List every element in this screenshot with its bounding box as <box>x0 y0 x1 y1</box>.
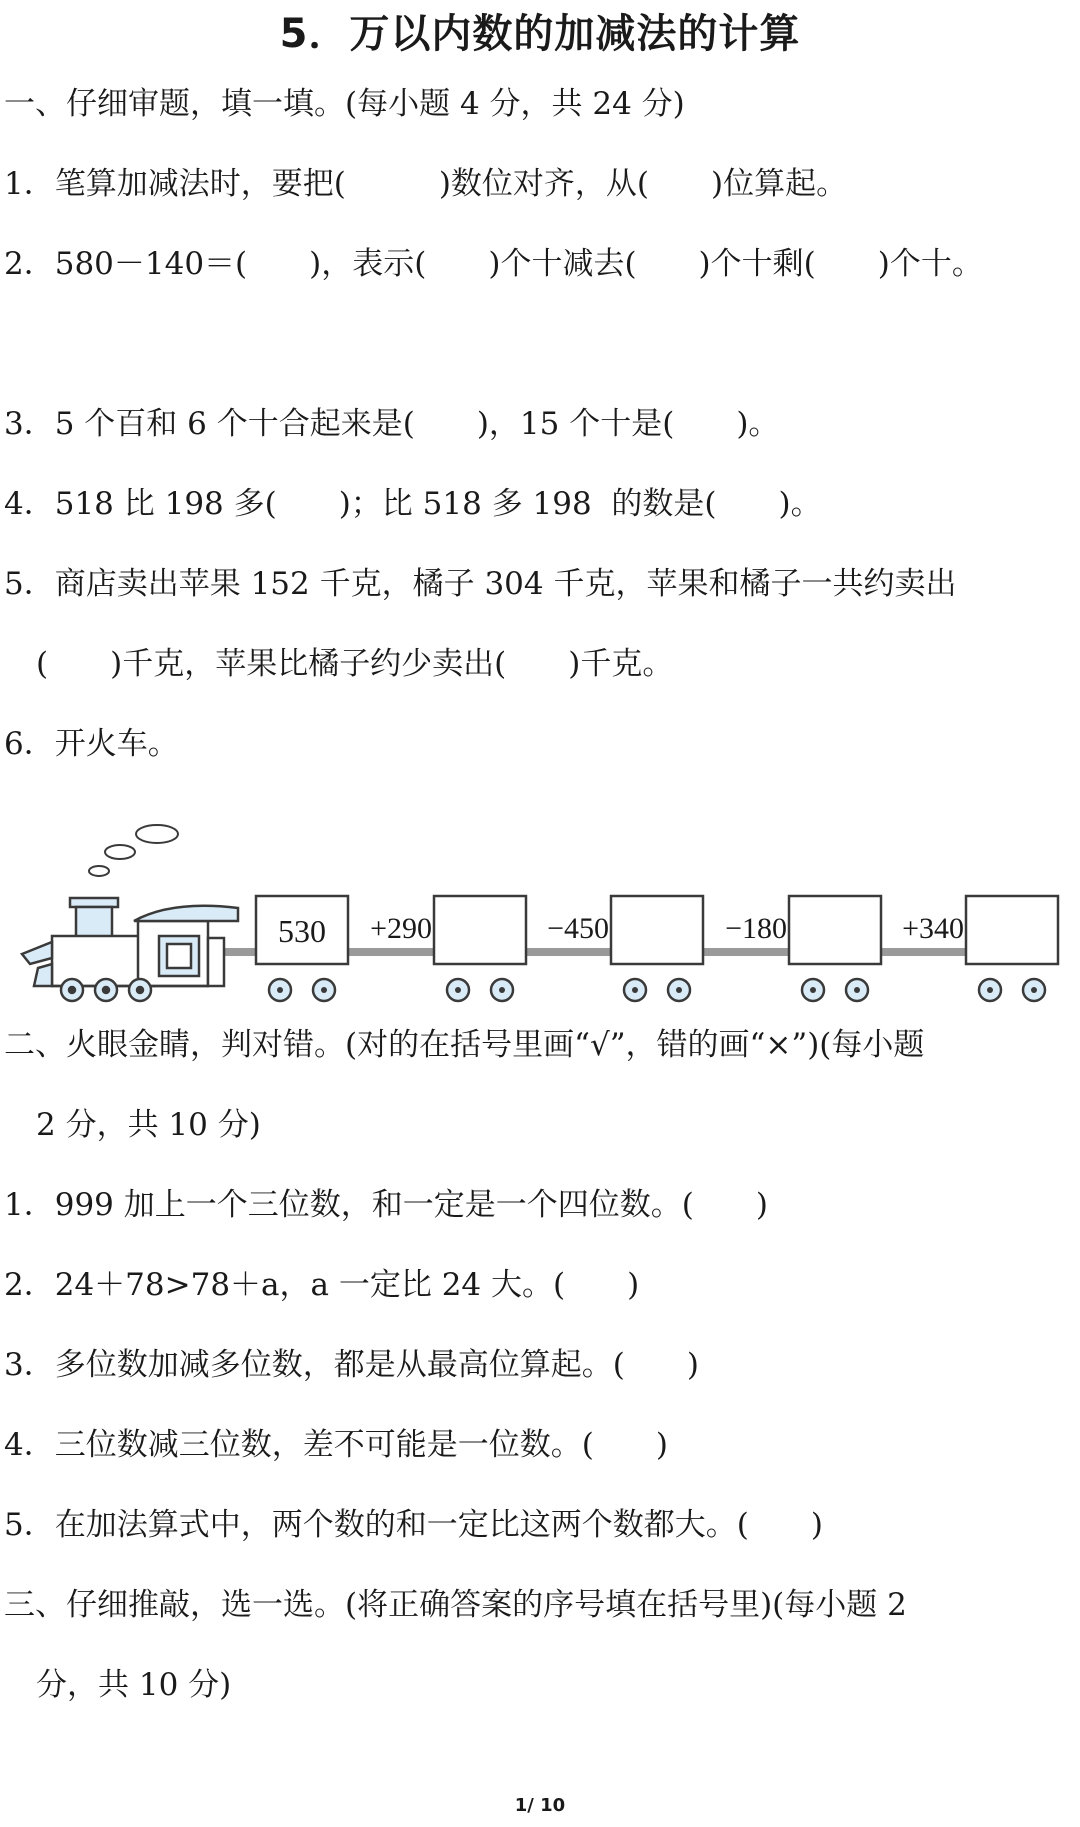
locomotive-icon <box>22 898 238 986</box>
question-1-3: 3．5 个百和 6 个十合起来是( )，15 个十是( )。 <box>4 406 780 442</box>
locomotive-wheels <box>61 979 151 1001</box>
train-car <box>966 896 1058 1001</box>
page-title: 5．万以内数的加减法的计算 <box>279 11 801 57</box>
section3-heading: 三、仔细推敲，选一选。(将正确答案的序号填在括号里)(每小题 2 <box>4 1587 907 1623</box>
section1-heading: 一、仔细审题，填一填。(每小题 4 分，共 24 分) <box>4 86 685 122</box>
section2-heading: 二、火眼金睛，判对错。(对的在括号里画“√”，错的画“×”)(每小题 <box>4 1027 925 1063</box>
question-2-4: 4．三位数减三位数，差不可能是一位数。( ) <box>4 1427 668 1463</box>
operation-label: −180 <box>725 912 787 945</box>
question-1-2: 2．580－140＝( )，表示( )个十减去( )个十剩( )个十。 <box>4 246 983 282</box>
operation-label: −450 <box>547 912 609 945</box>
train-car <box>256 896 348 1001</box>
question-2-3: 3．多位数加减多位数，都是从最高位算起。( ) <box>4 1347 699 1383</box>
train-car <box>434 896 526 1001</box>
operation-label: +340 <box>902 912 964 945</box>
question-1-5: 5．商店卖出苹果 152 千克，橘子 304 千克，苹果和橘子一共约卖出 <box>4 566 957 602</box>
question-1-1: 1．笔算加减法时，要把( )数位对齐，从( )位算起。 <box>4 166 848 202</box>
smoke-icon <box>89 825 178 876</box>
question-2-5: 5．在加法算式中，两个数的和一定比这两个数都大。( ) <box>4 1507 823 1543</box>
train-illustration <box>16 818 1066 1003</box>
train-car <box>789 896 881 1001</box>
question-2-2: 2．24＋78>78＋a，a 一定比 24 大。( ) <box>4 1267 640 1303</box>
train-car <box>611 896 703 1001</box>
question-1-5-cont: ( )千克，苹果比橘子约少卖出( )千克。 <box>36 646 674 682</box>
page-number: 1/ 10 <box>514 1795 566 1816</box>
question-1-6: 6．开火车。 <box>4 726 179 762</box>
question-2-1: 1．999 加上一个三位数，和一定是一个四位数。( ) <box>4 1187 768 1223</box>
question-1-4: 4．518 比 198 多( )；比 518 多 198 的数是( )。 <box>4 486 822 522</box>
section2-heading-cont: 2 分，共 10 分) <box>36 1107 261 1143</box>
section3-heading-cont: 分，共 10 分) <box>36 1667 232 1703</box>
operation-label: +290 <box>370 912 432 945</box>
start-number: 530 <box>278 913 326 949</box>
